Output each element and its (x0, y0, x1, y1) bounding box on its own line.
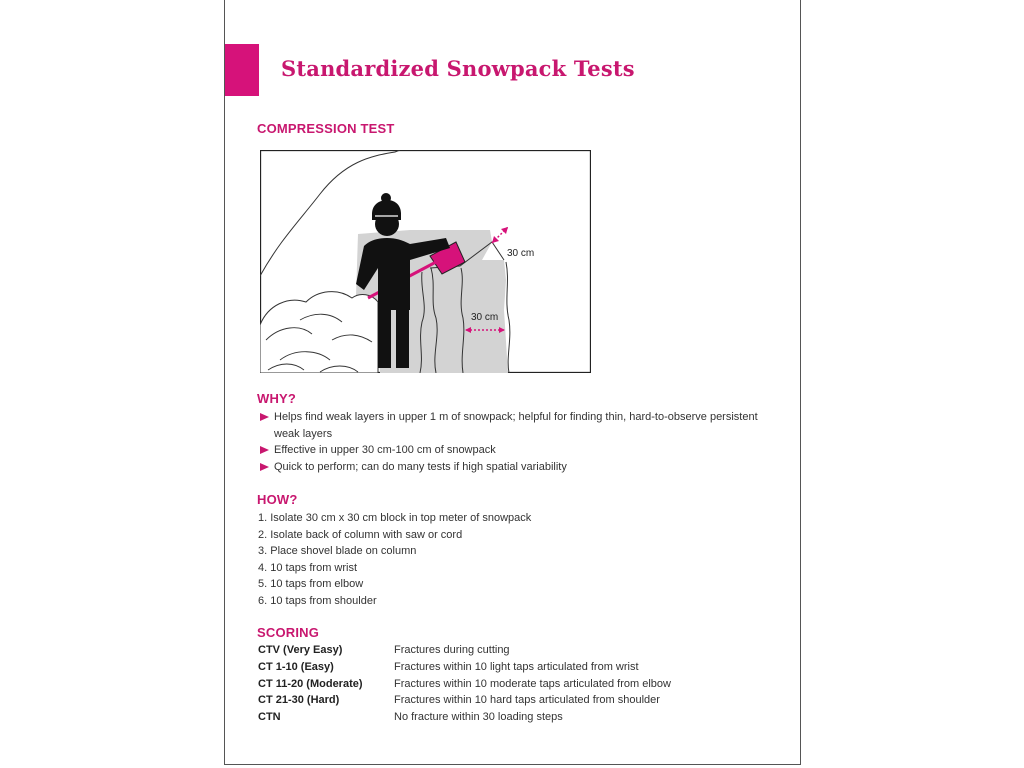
page-title: Standardized Snowpack Tests (281, 56, 635, 81)
right-leg (396, 308, 409, 368)
why-list (260, 409, 780, 475)
scoring-row: CT 11-20 (Moderate) Fractures within 10 moderate taps articulated from elbow (258, 677, 671, 690)
how-step: 1. Isolate 30 cm x 30 cm block in top meter of snowpack (258, 512, 532, 524)
compression-test-heading: COMPRESSION TEST (257, 121, 395, 136)
label-side-30cm: 30 cm (471, 312, 499, 323)
how-steps (258, 510, 531, 610)
scoring-row: CT 21-30 (Hard) Fractures within 10 hard taps articulated from shoulder (258, 694, 660, 707)
why-heading: WHY? (257, 391, 297, 406)
how-step: 4. 10 taps from wrist (258, 561, 358, 574)
left-leg (378, 308, 391, 368)
bullet-triangle-icon (260, 463, 269, 471)
how-step: 2. Isolate back of column with saw or cord (258, 528, 463, 541)
accent-bar (225, 44, 259, 96)
why-item: Quick to perform; can do many tests if high spatial variability (260, 459, 780, 476)
document-page (224, 0, 801, 765)
why-item: Helps find weak layers in upper 1 m of snowpack; helpful for finding thin, hard-to-observe persistent weak layers (260, 409, 780, 442)
scoring-table (258, 642, 671, 726)
why-item: Effective in upper 30 cm-100 cm of snowpack (260, 442, 780, 459)
how-step: 3. Place shovel blade on column (258, 545, 417, 558)
bullet-triangle-icon (260, 413, 269, 421)
bullet-triangle-icon (260, 446, 269, 454)
how-step: 6. 10 taps from shoulder (258, 594, 377, 607)
scoring-row: CTN No fracture within 30 loading steps (258, 711, 563, 724)
scoring-heading: SCORING (257, 625, 320, 640)
how-step: 5. 10 taps from elbow (258, 578, 364, 591)
label-top-30cm: 30 cm (507, 248, 535, 259)
how-heading: HOW? (257, 492, 298, 507)
scoring-row: CTV (Very Easy) Fractures during cutting (258, 644, 510, 656)
compression-test-illustration (260, 150, 591, 373)
scoring-row: CT 1-10 (Easy) Fractures within 10 light taps articulated from wrist (258, 660, 639, 673)
